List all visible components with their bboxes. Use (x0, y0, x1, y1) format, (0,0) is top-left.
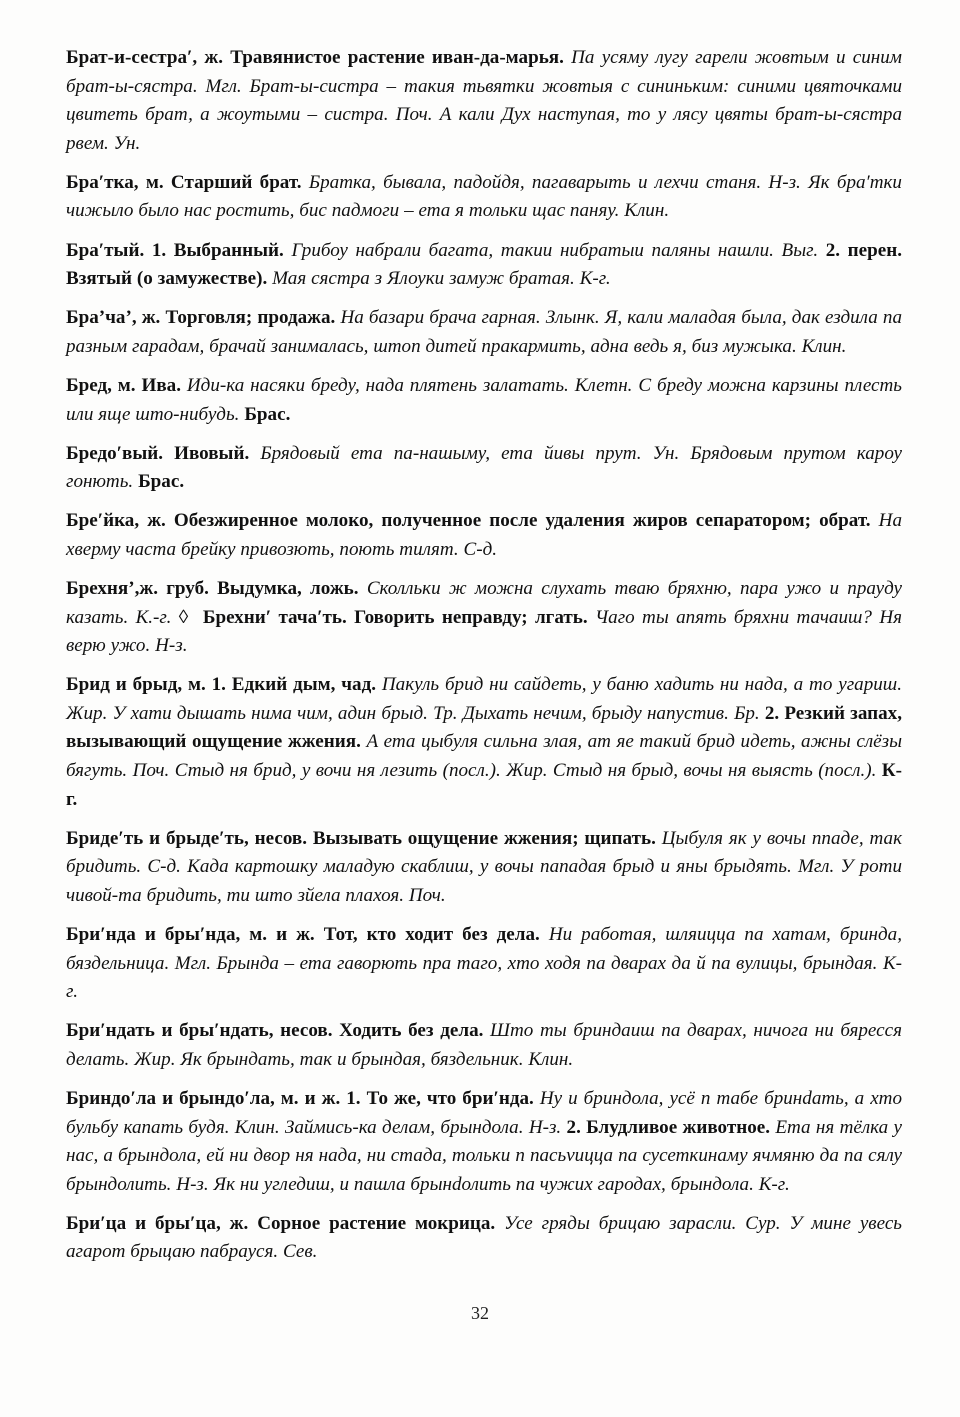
entry-column (66, 44, 902, 1267)
definition: Травянистое растение иван-да-марья. (230, 47, 572, 68)
definition: Старший брат. (170, 171, 309, 193)
usage-examples: На хверму часта брейку привозють, поють тилят. С-д. (66, 510, 902, 560)
definition-sense-1: 1. Выбранный. (151, 239, 292, 261)
dictionary-entry (66, 372, 902, 429)
usage-examples: На базари брача гарная. Злынк. Я, кали маладая была, дак ездила па разным гарадам, брачай занималась, штоп дитей пракармить, адна ведь я, биз мужыка. Клин. (66, 307, 902, 357)
headword: Брат-и-сестра′, ж. (66, 47, 231, 68)
definition: Торговля; продажа. (165, 307, 341, 329)
usage-examples: Усе гряды брицаю зарасли. Сур. У мине увесь агарот брыцаю пабрауся. Сев. (66, 1212, 902, 1263)
usage-examples: Па усяму лугу гарели жовтым и синим брат-ы-сястра. Мгл. Брат-ы-систра – такия тьвятки жовтыя с сининьким: синими цвяточками цвитеть брат, а жоутыми – систра. Поч. А кали Дух наступая, то у лясу цвяты брат-ы-сястра рвем. Ун. (66, 47, 902, 154)
dictionary-entry (66, 304, 902, 361)
usage-examples-sense-1: Пакуль брид ни сайдеть, у баню хадить ни нада, а то угариш. Жир. У хати дышать нима чим, адин брыд. Тр. Дыхать нечим, брыду напустив. Бр. (66, 674, 902, 724)
definition: Ходить без дела. (339, 1020, 491, 1042)
page-number: 32 (471, 1303, 489, 1323)
usage-examples: Ни работая, шляицца па хатам, бринда, бяздельница. Мгл. Брында – ета гаворють пра таго, хто ходя па дварах да й па вулицы, брындая. К-г. (66, 924, 902, 1003)
dictionary-entry (66, 921, 902, 1007)
definition-sense-1: 1. То же, что бри′нда. (346, 1088, 540, 1109)
definition: Сорное растение мокрица. (257, 1212, 505, 1234)
definition-sense-2: 2. Резкий запах, вызывающий ощущение жжения. (66, 702, 903, 753)
dictionary-entry (66, 1210, 902, 1267)
headword: Бра′тка, м. (66, 171, 171, 193)
definition-sense-2: 2. перен. Взятый (о замужестве). (66, 239, 903, 290)
usage-examples: Што ты бриндаиш па дварах, ничога ни бяресся делать. Жир. Як брындать, так и брындая, бяздельник. Клин. (66, 1020, 902, 1070)
definition: груб. Выдумка, ложь. (166, 578, 367, 599)
usage-examples: Братка, бывала, падойдя, пагаварыть и лехчи станя. Н-з. Як бра′тки чижыло было нас ростить, бис падмоги – ета я тольки щас паняу. Клин. (66, 171, 902, 222)
sub-usage-examples: Чаго ты апять бряхни тачаиш? Ня верю ужо. Н-з. (66, 606, 902, 657)
usage-examples-sense-1: Грибоу набрали багата, такии нибратыи паляны нашли. Выг. (291, 239, 826, 261)
headword: Бри′ца и бры′ца, ж. (66, 1212, 258, 1234)
source-abbreviation: К-г. (66, 760, 902, 810)
definition: Тот, кто ходит без дела. (323, 924, 549, 946)
definition: Ива. (141, 374, 187, 396)
usage-examples-sense-2: Ета ня тёлка у нас, а брындола, ей ни двор ня нада, ни стада, тольки п пасьvицца па сусеткинаму ячмяню да па сялу брындолить. Н-з. Як ни угледиш, и пашла брынdолить па чужих гародах, брындола. К-г. (66, 1116, 902, 1195)
headword: Бра′тый. (66, 239, 152, 261)
dictionary-entry (66, 440, 902, 497)
definition: Вызывать ощущение жжения; щипать. (312, 827, 662, 849)
dictionary-entry (66, 44, 902, 158)
usage-examples-sense-2: Мая сястра з Ялоуки замуж братая. К-г. (272, 268, 611, 290)
headword: Брид и брыд, м. (66, 674, 212, 696)
headword: Бриде′ть и брыде′ть, несов. (66, 827, 313, 849)
lozenge-icon: ◊ (178, 606, 189, 628)
headword: Бре′йка, ж. (66, 510, 174, 532)
definition: Ивовый. (174, 442, 261, 464)
headword: Бредо′вый. (66, 442, 175, 464)
headword: Бриндо′ла и брындо′ла, м. и ж. (66, 1088, 347, 1109)
dictionary-entry (66, 1017, 902, 1074)
dictionary-entry (66, 507, 902, 564)
definition: Обезжиренное молоко, полученное после удаления жиров сепаратором; обрат. (173, 510, 879, 532)
definition-sense-1: 1. Едкий дым, чад. (211, 674, 382, 696)
dictionary-entry (66, 671, 902, 814)
sub-definition: Говорить неправду; лгать. (354, 606, 595, 628)
usage-examples: Цыбуля як у вочы ппаде, так бридить. С-д. Када картошку маладую скаблиш, у вочы пападая брыд и яны брыдять. Мгл. У роти чивой-та бридить, ти што зйела плахоя. Поч. (66, 827, 903, 906)
dictionary-entry (66, 237, 902, 294)
definition-sense-2: 2. Блудливое животное. (566, 1116, 776, 1138)
headword: Бри′нда и бры′нда, м. и ж. (66, 924, 324, 946)
headword: Бри′ндать и бры′ндать, несов. (66, 1020, 340, 1042)
headword: Бра’ча’, ж. (66, 307, 166, 329)
dictionary-entry (66, 1085, 902, 1199)
usage-examples-sense-1: Ну и бриндола, усё п табе бринdать, а хто бульбу капать будя. Клин. Займись-ка делам, брындола. Н-з. (66, 1088, 903, 1138)
source-abbreviation: Брас. (244, 403, 291, 425)
dictionary-entry (66, 169, 902, 226)
usage-examples: Брядовый ета па-нашыму, ета йивы прут. Ун. Брядовым прутом кароу гонють. (66, 442, 902, 493)
sub-headword: Брехни′ тача′ть. (202, 606, 355, 628)
usage-examples: Сколльки ж можна слухать тваю бряхню, пара ужо и прауду казать. К.-г. (66, 578, 902, 628)
usage-examples: Иди-ка насяки бреду, нада плятень залатать. Клетн. С бреду можна карзины плесть или яще што-нибудь. (66, 374, 902, 425)
source-abbreviation: Брас. (138, 471, 185, 493)
dictionary-entry (66, 825, 902, 911)
usage-examples-sense-2: А ета цыбуля сильна злая, ат яе такий брид идеть, ажны слёзы бягуть. Поч. Стыд ня брид, у вочи ня лезить (посл.). Жир. Стыд ня брыд, вочы ня выясть (посл.). (66, 731, 902, 782)
headword: Брехня’,ж. (66, 578, 167, 599)
dictionary-entry (66, 575, 902, 661)
headword: Бред, м. (66, 374, 142, 396)
